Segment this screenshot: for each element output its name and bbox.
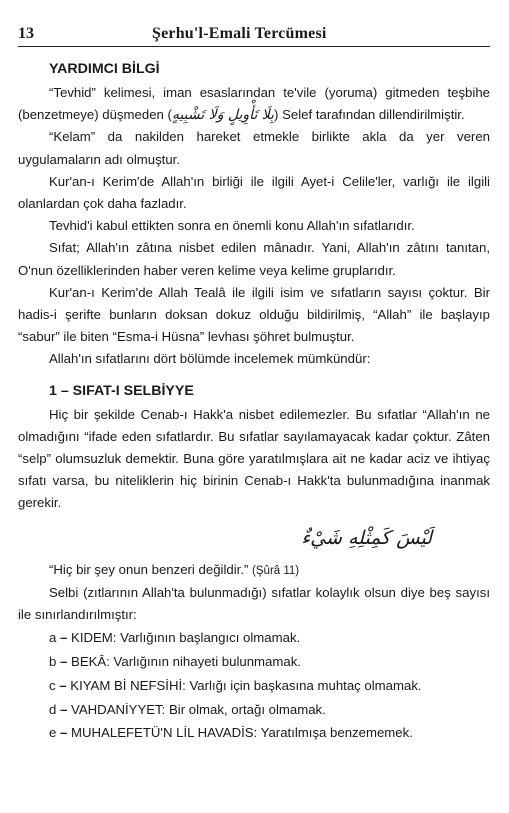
- arabic-phrase: بِلَا تَأْوِيلٍ وَلَا تَشْبِيهٍ: [171, 107, 275, 124]
- list-item-muhalefet: [49, 721, 490, 745]
- list-text: MUHALEFETÜ'N LİL HAVADİS: Yaratılmışa benzememek.: [71, 725, 413, 741]
- list-letter: e: [49, 725, 57, 741]
- paragraph-tevhid: [18, 82, 490, 126]
- list-letter: c: [49, 677, 56, 693]
- list-dash: –: [60, 654, 68, 670]
- section-heading-sifat-i-selbiyye: 1 – SIFAT-I SELBİYYE: [49, 382, 194, 399]
- verse-translation-line: [18, 559, 490, 582]
- section-heading-yardimci-bilgi: YARDIMCI BİLGİ: [49, 61, 160, 77]
- list-letter: d: [49, 701, 57, 717]
- paragraph-kelam: “Kelam” da nakilden hareket etmekle birlikte akla da yer veren uygulamaların adı olmuştur.: [18, 129, 490, 167]
- list-dash: –: [60, 725, 68, 741]
- paragraph-dort-bolum: Allah'ın sıfatlarını dört bölümde incelemek mümkündür:: [49, 351, 371, 367]
- paragraph-selbi: Selbi (zıtlarının Allah'ta bulunmadığı) sıfatlar kolaylık olsun diye beş sayısı ile sınırlandırılmıştır:: [18, 584, 490, 623]
- list-item-beka: [49, 650, 490, 674]
- paragraph-tevhid-after: ) Selef tarafından dillendirilmiştir.: [274, 107, 465, 123]
- paragraph-esma-i-husna: Kur'an-ı Kerim'de Allah Tealâ ile ilgili isim ve sıfatların sayısı çoktur. Bir hadis-i şerifte bunların doksan dokuz olduğu bildirilmiş, “Allah” ile başlayıp “sabur” ile biten “Esma-i Hüsna” levhası şöhret bulmuştur.: [18, 284, 490, 345]
- page-header: [18, 24, 490, 47]
- list-item-kidem: [49, 626, 490, 650]
- verse-arabic: لَيْسَ كَمِثْلِهِ شَيْءٌ: [301, 526, 432, 549]
- paragraph-sifat-tanim: Sıfat; Allah'ın zâtına nisbet edilen mânadır. Yani, Allah'ın zâtını tanıtan, O'nun özelliklerinden haber veren kelime veya kelime gruplarıdır.: [18, 240, 490, 278]
- list-item-vahdaniyyet: [49, 698, 490, 722]
- list-text: KIYAM Bİ NEFSİHİ: Varlığı için başkasına muhtaç olmamak.: [70, 677, 422, 693]
- paragraph-birlik: Kur'an-ı Kerim'de Allah'ın birliği ile ilgili Ayet-i Celile'ler, varlığı ile ilgili olanlardan çok daha fazladır.: [18, 173, 490, 212]
- list-item-kiyam: [49, 674, 490, 698]
- verse-source: (Şûrâ 11): [252, 564, 300, 577]
- paragraph-selbiyye: Hiç bir şekilde Cenab-ı Hakk'a nisbet edilemezler. Bu sıfatlar “Allah'ın ne olmadığını “ifade eden sıfatlardır. Bu sıfatlar sayılamayacak kadar çoktur. Zâten “selp” olumsuzluk demektir. Buna göre yaratılmışlara ait ne kadar aciz ve ihtiyaç sıfatı varsa, bu niteliklerin hiç birinin Cenab-ı Hakk'ta bulunmadığına inanmak gerekir.: [18, 406, 490, 511]
- list-text: BEKÂ: Varlığının nihayeti bulunmamak.: [71, 654, 301, 670]
- paragraph-sifatlar: Tevhid'i kabul ettikten sonra en önemli konu Allah'ın sıfatlarıdır.: [49, 218, 415, 234]
- list-text: KIDEM: Varlığının başlangıcı olmamak.: [71, 630, 301, 646]
- verse-translation: “Hiç bir şey onun benzeri değildir.”: [49, 561, 249, 577]
- list-letter: b: [49, 654, 57, 670]
- list-dash: –: [59, 677, 67, 693]
- paragraph-tevhid-before: “Tevhid” kelimesi, iman esaslarından te'vile (yoruma) gitmeden teşbihe (benzetmeye) düşmeden (: [18, 85, 490, 123]
- running-title: Şerhu'l-Emali Tercümesi: [152, 25, 327, 42]
- list-text: VAHDANİYYET: Bir olmak, ortağı olmamak.: [71, 701, 326, 717]
- page-number: 13: [18, 25, 34, 42]
- list-dash: –: [60, 701, 68, 717]
- list-letter: a: [49, 630, 57, 646]
- list-dash: –: [60, 630, 68, 646]
- page-body: [18, 58, 490, 745]
